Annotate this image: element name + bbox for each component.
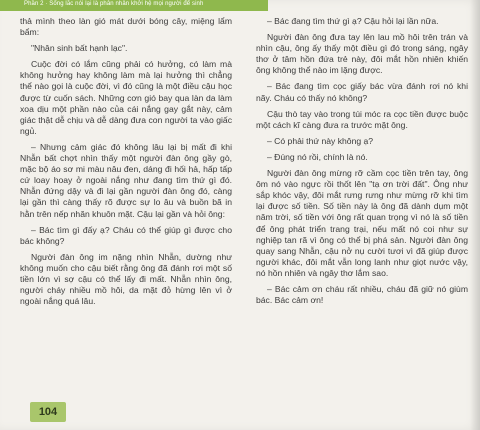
paragraph: – Bác tìm gì đấy ạ? Cháu có thể giúp gì được cho bác không? (20, 224, 232, 246)
paragraph: Cuộc đời có lắm cũng phải có hưởng, có làm mà không hưởng hay không làm mà lại hưởng thì chẳng thể nào gọi là cuộc đời, vì đó cũng là một điều cậu học được từ cuốn sách. Những cơn gió bay qua làn da làm xoa dịu một phần nào của cái nắng gay gắt này, cảm giác thật dễ chịu và dễ dàng đưa con người ta vào giấc ngủ. (20, 59, 232, 136)
left-column (20, 16, 232, 312)
paragraph: – Bác cảm ơn cháu rất nhiều, cháu đã giữ nó giùm bác. Bác cảm ơn! (256, 283, 468, 306)
paragraph: – Có phải thứ này không ạ? (267, 135, 374, 146)
paragraph: – Bác đang tìm cọc giấy bác vừa đánh rơi nó khi nãy. Cháu có thấy nó không? (256, 81, 468, 103)
paragraph: Người đàn ông đưa tay lên lau mồ hôi trên trán và nhìn cậu, ông ấy thấy một điều gì đó trong sáng, ngây thơ ở tâm hồn đứa trẻ này, đôi mắt hồn nhiên khiến ông không thể nào im lặng được. (256, 32, 468, 76)
paragraph: "Nhân sinh bất hạnh lạc". (31, 43, 128, 54)
paragraph: – Nhưng cảm giác đó không lâu lại bị mất đi khi Nhẫn bất chợt nhìn thấy một người đàn ông gầy gò, mặc bộ áo sơ mi màu nâu đen, dáng đi hối hả, hấp tấp cứ loay hoay ở ngoài nắng như đang tìm thứ gì đó. Nhẫn đứng dậy và đi lại gần người đàn ông đó, càng lại gần thì càng thấy rõ được sự lo âu và buồn bã in hằn trên nếp nhăn khuôn mặt. Cậu lại gần và hỏi ông: (20, 141, 232, 219)
paragraph: Cậu thò tay vào trong túi móc ra cọc tiền được buộc một cách kĩ càng đưa ra trước mặt ông. (256, 108, 468, 130)
running-header (0, 0, 480, 14)
paragraph: Người đàn ông im nặng nhìn Nhẫn, dường như không muốn cho cậu biết rằng ông đã đánh rơi một số tiền lớn vì sợ cậu có thể lấy đi mất. Nhẫn nhìn ông, người cháy nhiều mồ hôi, da mặt đỏ hừng lên vì ở ngoài nắng quá lâu. (20, 251, 232, 307)
header-text: Phần 2 · Sống lắc nói lại là phân nhân khởi hệ mọi người để sinh (24, 1, 204, 7)
paragraph: – Bác đang tìm thứ gì ạ? Cậu hỏi lại lần nữa. (267, 16, 439, 26)
page-number: 104 (30, 402, 66, 422)
paragraph: Người đàn ông mừng rỡ cầm cọc tiền trên tay, ông ôm nó vào ngực rồi thốt lên "tạ ơn trời đất". Ông như sắp khóc vậy, đôi mắt rưng rưng như mừng rỡ khi tìm lại được số tiền. Số tiền này là ông đã dành dụm một năm trời, số tiền với ông rất quan trọng vì nó là số tiền để ông phát triển trang trại, nếu mất nó coi như sự nghiệp tan rã vì ông có thể bị phá sản. Người đàn ông quay sang Nhẫn, cậu nở nụ cười tươi vì đã giúp được người khác, đôi mắt vẫn long lanh như giọt nước vậy, nó hồn nhiên và ngây thơ lắm sao. (256, 168, 468, 278)
paragraph: thả mình theo làn gió mát dưới bóng cây, miệng lẩm bẩm: (20, 16, 232, 38)
right-column (256, 16, 468, 311)
paragraph: – Đúng nó rồi, chính là nó. (267, 151, 368, 162)
page-spine-shadow (470, 0, 480, 430)
